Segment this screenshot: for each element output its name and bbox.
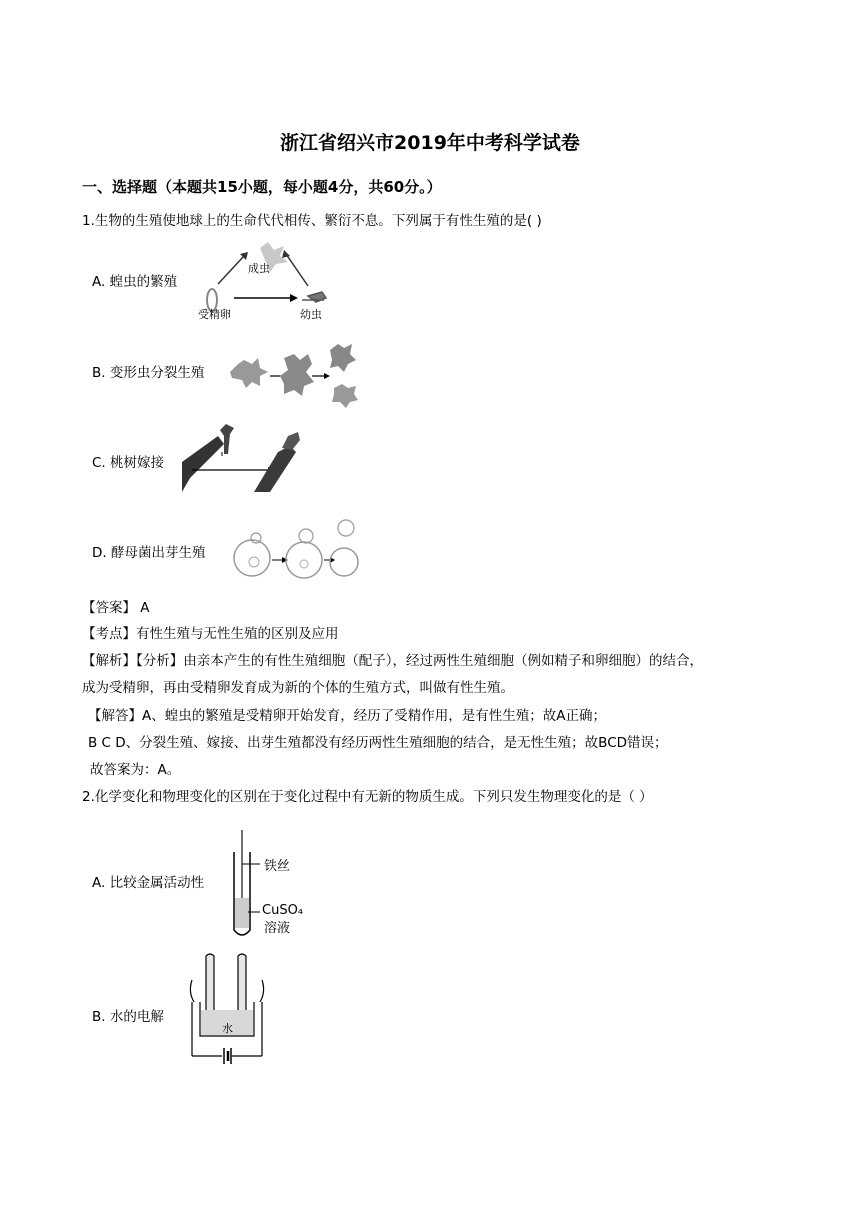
q2-option-a: A. 比较金属活动性 <box>92 875 205 891</box>
figure-label-water: 水 <box>222 1022 233 1035</box>
yeast-budding-figure <box>228 516 360 586</box>
q1-solution-line-3: 故答案为：A。 <box>90 762 181 778</box>
figure-label-cuso4: CuSO₄ <box>262 903 304 918</box>
question-2-stem: 2.化学变化和物理变化的区别在于变化过程中有无新的物质生成。下列只发生物理变化的是（ ） <box>82 789 653 805</box>
figure-label-iron-wire: 铁丝 <box>264 859 291 874</box>
question-1-stem: 1.生物的生殖使地球上的生命代代相传、繁衍不息。下列属于有性生殖的是( ) <box>82 213 542 229</box>
q1-solution-line-1: 【解答】A、蝗虫的繁殖是受精卵开始发育，经历了受精作用，是有性生殖；故A正确； <box>88 708 606 724</box>
q1-solution-line-2: B C D、分裂生殖、嫁接、出芽生殖都没有经历两性生殖细胞的结合，是无性生殖；故BCD错误； <box>88 735 668 751</box>
q1-option-d: D. 酵母菌出芽生殖 <box>92 545 206 561</box>
section-heading: 一、选择题（本题共15小题，每小题4分，共60分。） <box>82 178 442 196</box>
electrolysis-figure <box>184 952 280 1072</box>
test-tube-figure <box>226 826 322 942</box>
page-title: 浙江省绍兴市2019年中考科学试卷 <box>280 132 580 154</box>
locust-lifecycle-figure <box>190 238 340 322</box>
q1-option-a: A. 蝗虫的繁殖 <box>92 274 178 290</box>
q1-option-b: B. 变形虫分裂生殖 <box>92 365 205 381</box>
figure-label-adult: 成虫 <box>248 262 270 275</box>
figure-label-egg: 受精卵 <box>198 308 231 321</box>
q1-answer: 【答案】 A <box>82 600 150 616</box>
q2-option-b: B. 水的电解 <box>92 1009 164 1025</box>
q1-analysis-line-2: 成为受精卵，再由受精卵发育成为新的个体的生殖方式，叫做有性生殖。 <box>82 680 514 696</box>
q1-analysis-line-1: 【解析】【分析】由亲本产生的有性生殖细胞（配子），经过两性生殖细胞（例如精子和卵细胞）的结合， <box>82 653 703 669</box>
q1-knowledge-point: 【考点】有性生殖与无性生殖的区别及应用 <box>82 626 339 642</box>
figure-label-larva: 幼虫 <box>300 308 322 321</box>
amoeba-division-figure <box>222 338 358 410</box>
q1-option-c: C. 桃树嫁接 <box>92 455 165 471</box>
grafting-figure <box>178 422 308 494</box>
figure-label-solution: 溶液 <box>264 921 291 936</box>
